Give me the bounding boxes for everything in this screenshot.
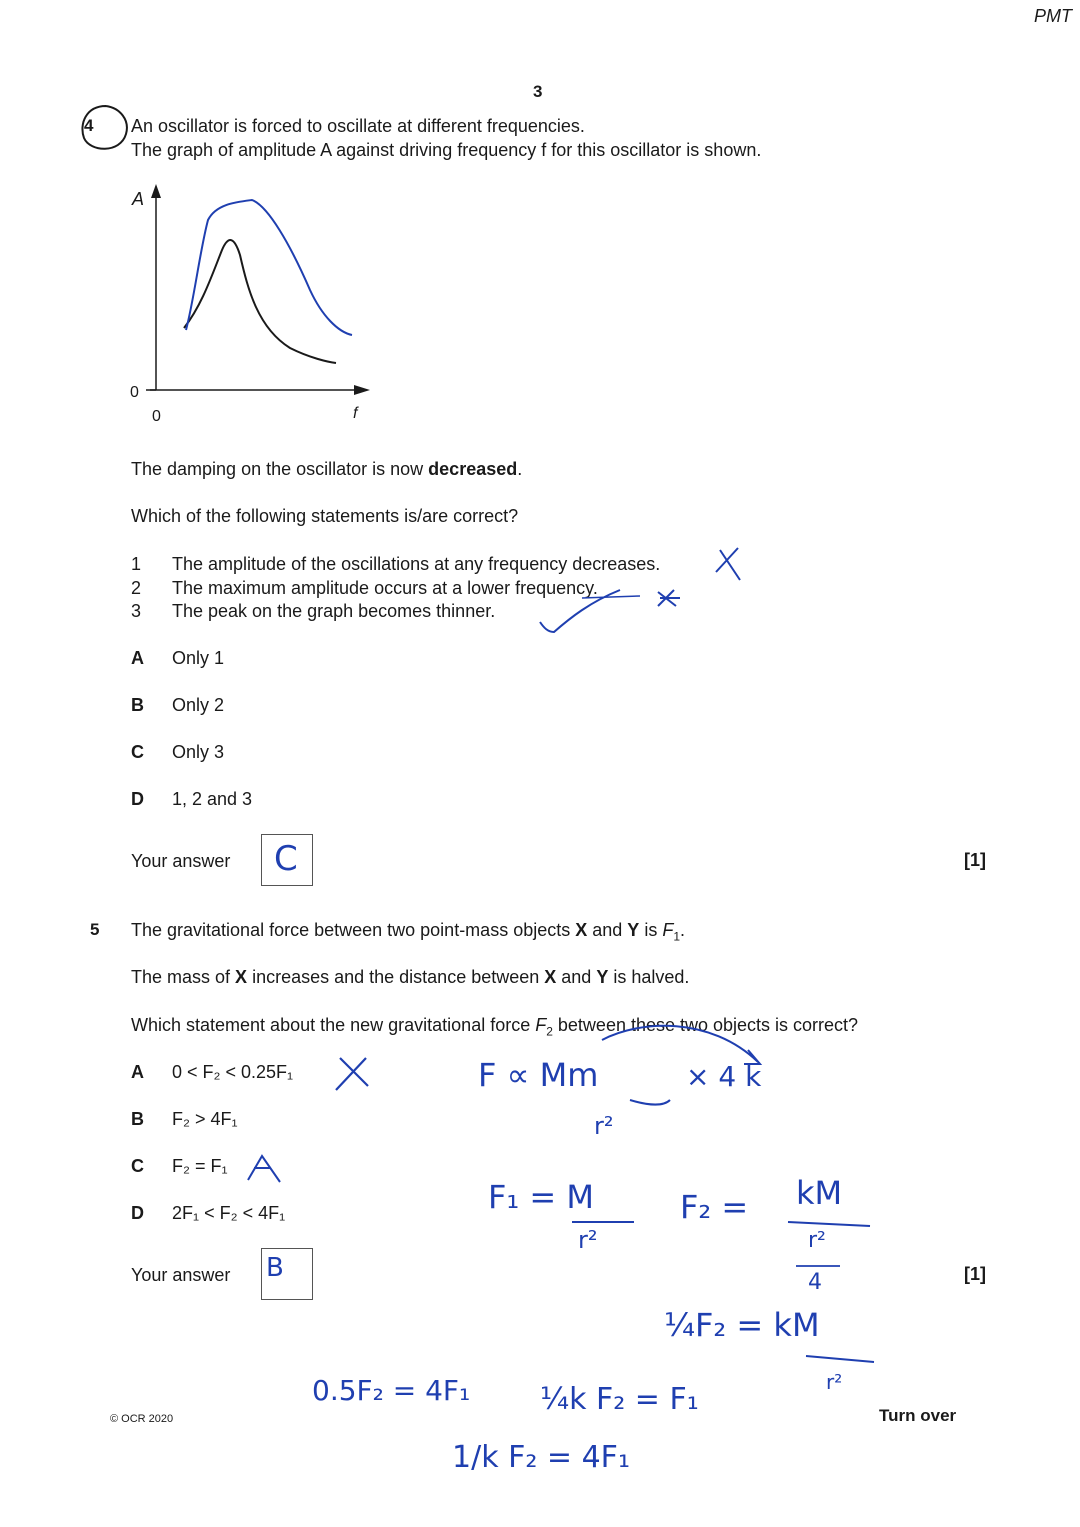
- hand-calc-3: 1/k F₂ = 4F₁: [452, 1440, 630, 1475]
- q4-option-d-text: 1, 2 and 3: [172, 789, 253, 809]
- q5-handwritten-answer: B: [266, 1253, 284, 1283]
- q5-line1-is: is: [639, 920, 663, 940]
- q5-option-crosses: [240, 1050, 380, 1190]
- q5-line2-y: Y: [596, 967, 609, 987]
- q4-damping-text: [131, 458, 522, 480]
- q5-line1-sub: 1: [673, 929, 681, 944]
- q5-line2-mid: increases and the distance between: [247, 967, 545, 987]
- q4-option-b-text: Only 2: [172, 695, 225, 715]
- hand-calc-2: ¼k F₂ = F₁: [540, 1382, 699, 1417]
- q5-option-c-text: F₂ = F₁: [172, 1156, 228, 1176]
- q4-handwritten-answer: C: [274, 839, 298, 879]
- graph-origin-y: 0: [130, 384, 139, 401]
- question-5-number: 5: [90, 920, 100, 939]
- q5-line1: [131, 919, 685, 948]
- cross-mark-1: [716, 548, 740, 580]
- footer-turn-over: Turn over: [879, 1406, 957, 1425]
- hand-quarter-den: r²: [826, 1370, 843, 1394]
- original-curve: [184, 240, 336, 363]
- q5-your-answer-label: Your answer: [131, 1265, 231, 1285]
- q5-line1-pre: The gravitational force between two point-mass objects: [131, 920, 576, 940]
- q5-line1-x: X: [575, 920, 588, 940]
- q5-line2-and: and: [556, 967, 597, 987]
- underline-frequency: [582, 596, 640, 598]
- q5-option-b-letter: B: [131, 1109, 144, 1129]
- q5-question-sub: 2: [546, 1024, 553, 1039]
- statement-2-num: 2: [131, 578, 142, 598]
- q5-option-a-letter: A: [131, 1062, 144, 1082]
- q5-line2: [131, 966, 689, 988]
- q5-line2-x: X: [235, 967, 248, 987]
- cross-option-a: [336, 1058, 368, 1090]
- hand-arrow-curve: [600, 1020, 780, 1080]
- q4-option-c-text: Only 3: [172, 742, 225, 762]
- damping-bold: decreased: [428, 459, 518, 479]
- question-4-number: 4: [84, 116, 94, 135]
- hand-calc-1: 0.5F₂ = 4F₁: [312, 1374, 471, 1407]
- statement-2-text: The maximum amplitude occurs at a lower frequency.: [172, 578, 598, 598]
- q4-intro-line2: The graph of amplitude A against driving frequency f for this oscillator is shown.: [131, 140, 762, 160]
- statement-1-num: 1: [131, 554, 142, 574]
- q5-line2-pre: The mass of: [131, 967, 236, 987]
- q5-line1-and: and: [587, 920, 628, 940]
- q5-question-pre: Which statement about the new gravitational force: [131, 1015, 536, 1035]
- q4-marks: [1]: [964, 850, 986, 870]
- q4-intro-line1: An oscillator is forced to oscillate at different frequencies.: [131, 116, 585, 136]
- pmt-watermark: PMT: [1034, 6, 1072, 26]
- hand-drawn-curve: [186, 200, 352, 335]
- q5-line2-x2: X: [544, 967, 557, 987]
- footer-copyright: © OCR 2020: [110, 1413, 174, 1425]
- hand-proportional: F ∝ Mm: [478, 1056, 599, 1094]
- q5-line1-f: F: [662, 920, 674, 940]
- q4-option-d-letter: D: [131, 789, 144, 809]
- statement-marks: [530, 540, 750, 640]
- q5-option-c-letter: C: [131, 1156, 144, 1176]
- hand-r2: r²: [594, 1112, 614, 1140]
- q4-question: Which of the following statements is/are correct?: [131, 506, 519, 526]
- cross-mark-2: [658, 590, 680, 606]
- statement-1-text: The amplitude of the oscillations at any frequency decreases.: [172, 554, 661, 574]
- q4-option-c-letter: C: [131, 742, 144, 762]
- q5-question-f: F: [535, 1015, 547, 1035]
- q5-marks: [1]: [964, 1264, 986, 1284]
- q5-option-d-text: 2F₁ < F₂ < 4F₁: [172, 1203, 286, 1223]
- hand-f2-den-4: 4: [808, 1270, 822, 1295]
- damping-pre: The damping on the oscillator is now: [131, 459, 429, 479]
- graph-x-label: f: [353, 405, 358, 422]
- x-axis-arrow: [354, 385, 370, 395]
- q5-question-post: between these two objects is correct?: [552, 1015, 859, 1035]
- hand-f1-den: r²: [578, 1226, 598, 1254]
- q5-line1-end: .: [680, 920, 686, 940]
- graph-y-label: A: [132, 189, 145, 209]
- q5-option-b-text: F₂ > 4F₁: [172, 1109, 238, 1129]
- amplitude-graph: [140, 180, 400, 420]
- q4-option-a-letter: A: [131, 648, 144, 668]
- y-axis-arrow: [151, 184, 161, 198]
- cross-option-c: [248, 1156, 280, 1182]
- graph-origin-x: 0: [152, 408, 161, 425]
- q5-answer-box[interactable]: [261, 1248, 313, 1300]
- q5-line1-y: Y: [627, 920, 640, 940]
- q4-option-a-text: Only 1: [172, 648, 225, 668]
- q4-your-answer-label: Your answer: [131, 851, 231, 871]
- q4-option-b-letter: B: [131, 695, 144, 715]
- hand-f2-eq: F₂ =: [680, 1188, 749, 1226]
- q4-answer-box[interactable]: [261, 834, 313, 886]
- statement-3-text: The peak on the graph becomes thinner.: [172, 601, 496, 621]
- hand-f2-num: kM: [796, 1174, 843, 1212]
- tick-mark-3: [540, 590, 620, 632]
- hand-quarter-f2: ¼F₂ = kM: [664, 1306, 820, 1344]
- q5-line2-end: is halved.: [608, 967, 690, 987]
- q5-option-a-text: 0 < F₂ < 0.25F₁: [172, 1062, 294, 1082]
- hand-f2-den-r: r²: [808, 1228, 826, 1253]
- damping-post: .: [517, 459, 523, 479]
- page-number: 3: [533, 82, 543, 101]
- hand-f1-eq: F₁ = M: [488, 1178, 594, 1216]
- hand-times-4k: × 4 k: [686, 1060, 762, 1093]
- statement-3-num: 3: [131, 601, 142, 621]
- q5-option-d-letter: D: [131, 1203, 144, 1223]
